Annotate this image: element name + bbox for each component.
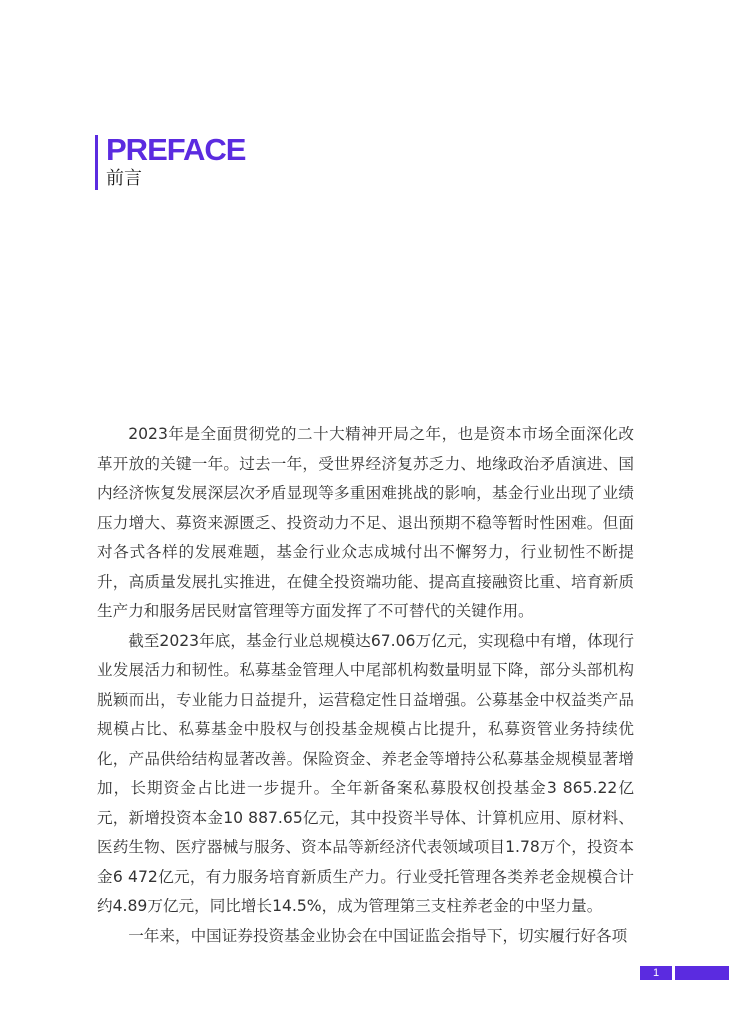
paragraph: 截至2023年底，基金行业总规模达67.06万亿元，实现稳中有增，体现行业发展活力和韧性。私募基金管理人中尾部机构数量明显下降，部分头部机构脱颖而出，专业能力日益提升，运营稳定性日益增强。公募基金中权益类产品规模占比、私募基金中股权与创投基金规模占比提升，私募资管业务持续优化，产品供给结构显著改善。保险资金、养老金等增持公私募基金规模显著增加，长期资金占比进一步提升。全年新备案私募股权创投基金3 865.22亿元，新增投资本金10 887.65亿元，其中投资半导体、计算机应用、原材料、医药生物、医疗器械与服务、资本品等新经济代表领域项目1.78万个，投资本金6 472亿元，有力服务培育新质生产力。行业受托管理各类养老金规模合计约4.89万亿元，同比增长14.5%，成为管理第三支柱养老金的中坚力量。 — [97, 631, 634, 915]
page-marker-bar — [675, 966, 729, 980]
page-number: 1 — [640, 966, 672, 980]
page-number-marker — [640, 966, 729, 980]
paragraph: 一年来，中国证券投资基金业协会在中国证监会指导下，切实履行好各项 — [128, 926, 628, 945]
paragraph: 2023年是全面贯彻党的二十大精神开局之年，也是资本市场全面深化改革开放的关键一年。过去一年，受世界经济复苏乏力、地缘政治矛盾演进、国内经济恢复发展深层次矛盾显现等多重困难挑战的影响，基金行业出现了业绩压力增大、募资来源匮乏、投资动力不足、退出预期不稳等暂时性困难。但面对各式各样的发展难题，基金行业众志成城付出不懈努力，行业韧性不断提升，高质量发展扎实推进，在健全投资端功能、提高直接融资比重、培育新质生产力和服务居民财富管理等方面发挥了不可替代的关键作用。 — [97, 425, 634, 620]
body-text — [97, 420, 634, 951]
heading-title-en: PREFACE — [106, 132, 246, 167]
heading-title-zh: 前言 — [106, 168, 142, 189]
preface-heading — [95, 132, 246, 190]
